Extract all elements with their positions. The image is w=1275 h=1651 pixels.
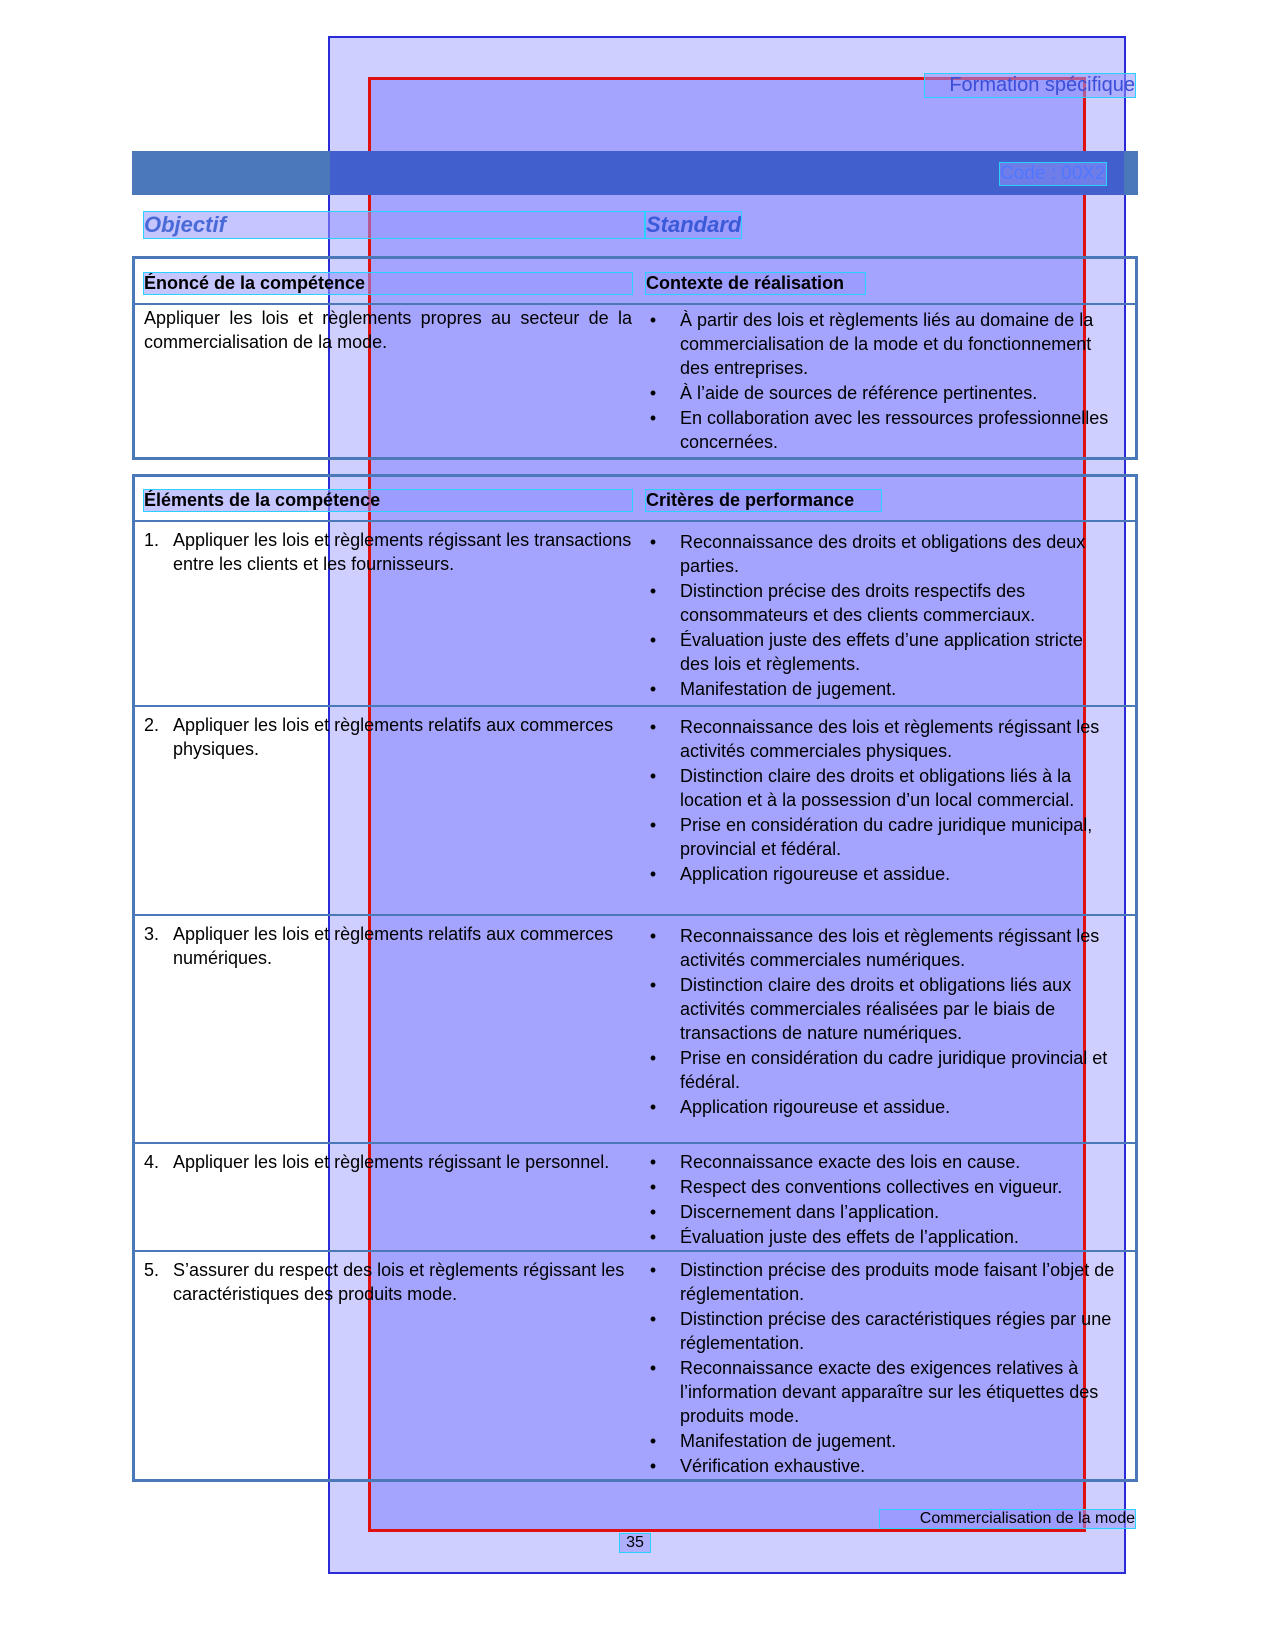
list-item: • À partir des lois et règlements liés au domaine de la commercialisation de la mode et du fonctionnement des entreprises. [646, 308, 1116, 380]
bullet-icon: • [649, 1260, 657, 1280]
bullet-icon: • [649, 532, 657, 552]
bullet-icon: • [649, 679, 657, 699]
bullet-icon: • [649, 1152, 657, 1172]
bullet-icon: • [649, 1358, 657, 1378]
divider [132, 705, 1138, 707]
objectif-label: Objectif [144, 212, 644, 238]
element-row: 2. Appliquer les lois et règlements relatifs aux commerces physiques. [144, 715, 614, 759]
element-row: 4. Appliquer les lois et règlements régissant le personnel. [144, 1152, 610, 1172]
list-item: • Discernement dans l’application. [646, 1200, 1116, 1224]
page-header: Formation spécifique [925, 74, 1135, 97]
list-item: • Application rigoureuse et assidue. [646, 1095, 1116, 1119]
bullet-icon: • [649, 1309, 657, 1329]
list-item: • Évaluation juste des effets d’une application stricte des lois et règlements. [646, 628, 1116, 676]
list-item: • Distinction précise des caractéristiques régies par une réglementation. [646, 1307, 1116, 1355]
bullet-icon: • [649, 1227, 657, 1247]
course-code: Code : 00X2 [1000, 163, 1106, 184]
enonce-text: Appliquer les lois et règlements propres au secteur de la commercialisation de la mode. [144, 308, 632, 352]
list-item: • Vérification exhaustive. [646, 1454, 1116, 1478]
bullet-icon: • [649, 383, 657, 403]
list-item: • Distinction claire des droits et obligations liés aux activités commerciales réalisées par le biais de transactions de nature numériques. [646, 973, 1116, 1045]
list-item: • Distinction claire des droits et obligations liés à la location et à la possession d’un local commercial. [646, 764, 1116, 812]
element-row: 5. S’assurer du respect des lois et règlements régissant les caractéristiques des produits mode. [144, 1260, 625, 1304]
bullet-icon: • [649, 630, 657, 650]
elements-heading: Éléments de la compétence [144, 490, 632, 511]
element-row: 3. Appliquer les lois et règlements relatifs aux commerces numériques. [144, 924, 614, 968]
bullet-icon: • [649, 310, 657, 330]
contexte-heading: Contexte de réalisation [646, 273, 865, 294]
criteres-list [646, 715, 1116, 887]
bullet-icon: • [649, 717, 657, 737]
bullet-icon: • [649, 766, 657, 786]
list-item: • Reconnaissance des droits et obligations des deux parties. [646, 530, 1116, 578]
list-item: • Reconnaissance des lois et règlements régissant les activités commerciales numériques. [646, 924, 1116, 972]
list-item: • Distinction précise des droits respectifs des consommateurs et des clients commerciaux. [646, 579, 1116, 627]
bullet-icon: • [649, 1431, 657, 1451]
list-item: • Manifestation de jugement. [646, 677, 1116, 701]
criteres-list [646, 1258, 1116, 1479]
criteres-list [646, 924, 1116, 1120]
bullet-icon: • [649, 581, 657, 601]
bullet-icon: • [649, 1097, 657, 1117]
list-item: • Reconnaissance des lois et règlements régissant les activités commerciales physiques. [646, 715, 1116, 763]
list-item: • Reconnaissance exacte des exigences relatives à l’information devant apparaître sur les étiquettes des produits mode. [646, 1356, 1116, 1428]
divider [132, 520, 1138, 522]
list-item: • À l’aide de sources de référence pertinentes. [646, 381, 1116, 405]
list-item: • Respect des conventions collectives en vigueur. [646, 1175, 1116, 1199]
bullet-icon: • [649, 1177, 657, 1197]
standard-label: Standard [646, 212, 742, 237]
bullet-icon: • [649, 975, 657, 995]
enonce-heading: Énoncé de la compétence [144, 273, 632, 294]
page-footer: Commercialisation de la mode [880, 1510, 1135, 1528]
criteres-list [646, 530, 1116, 702]
list-item: • En collaboration avec les ressources professionnelles concernées. [646, 406, 1116, 454]
contexte-list [646, 308, 1116, 455]
list-item: • Reconnaissance exacte des lois en cause. [646, 1150, 1116, 1174]
list-item: • Prise en considération du cadre juridique provincial et fédéral. [646, 1046, 1116, 1094]
divider [132, 1250, 1138, 1252]
criteres-list [646, 1150, 1116, 1250]
list-item: • Prise en considération du cadre juridique municipal, provincial et fédéral. [646, 813, 1116, 861]
divider [132, 303, 1138, 305]
list-item: • Manifestation de jugement. [646, 1429, 1116, 1453]
page-number: 35 [620, 1534, 650, 1552]
criteres-heading: Critères de performance [646, 490, 881, 511]
bullet-icon: • [649, 864, 657, 884]
list-item: • Distinction précise des produits mode faisant l’objet de réglementation. [646, 1258, 1116, 1306]
divider [132, 914, 1138, 916]
bullet-icon: • [649, 926, 657, 946]
bullet-icon: • [649, 1456, 657, 1476]
bullet-icon: • [649, 408, 657, 428]
divider [132, 1142, 1138, 1144]
bullet-icon: • [649, 815, 657, 835]
bullet-icon: • [649, 1048, 657, 1068]
element-row: 1. Appliquer les lois et règlements régissant les transactions entre les clients et les fournisseurs. [144, 530, 632, 574]
list-item: • Application rigoureuse et assidue. [646, 862, 1116, 886]
bullet-icon: • [649, 1202, 657, 1222]
list-item: • Évaluation juste des effets de l’application. [646, 1225, 1116, 1249]
